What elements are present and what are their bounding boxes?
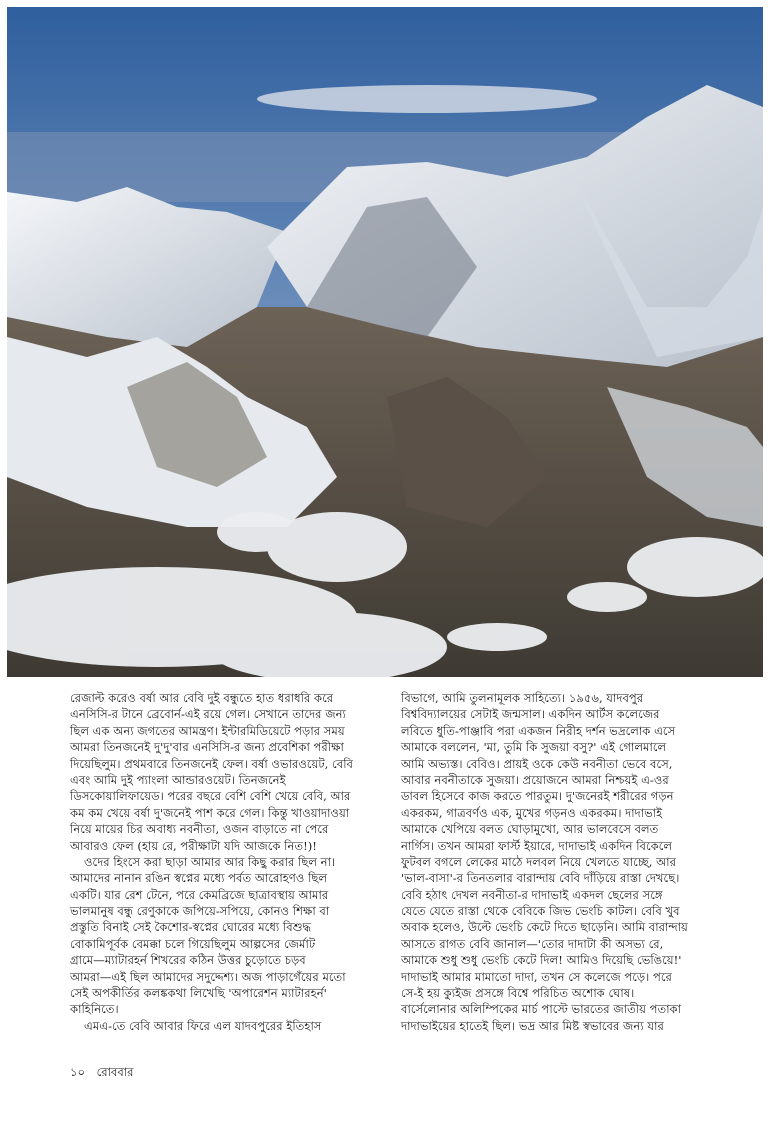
- text-line: যেতে যেতে রাস্তা থেকে বেবিকে জিভ ভেংচি কাটল। বেবি খুব: [401, 904, 680, 919]
- text-line: বিশ্ববিদ্যালয়ের সেটাই জন্মসাল। একদিন আর্টস কলেজের: [401, 707, 660, 722]
- text-line: সেই অপকীর্তির কলঙ্ককথা লিখেছি 'অপারেশন ম্যাটারহর্ন': [70, 986, 327, 1001]
- text-line: আমাকে খেপিয়ে বলত ঘোড়ামুখো, আর ভালবেসে বলত: [401, 822, 659, 837]
- text-line: একরকম, গাত্রবর্ণও এক, মুখের গড়নও একরকম। দাদাভাই: [401, 805, 663, 820]
- text-line: ভালমানুষ বন্ধু রেণুকাকে জপিয়ে-সপিয়ে, কোনও শিক্ষা বা: [70, 904, 330, 919]
- text-line: আমি অভ্যস্ত। বেবিও। প্রায়ই ওকে কেউ নবনীতা ভেবে বসে,: [401, 756, 673, 771]
- text-line: দাদাভাই আমার মামাতো দাদা, তখন সে কলেজে পড়ে। পরে: [401, 969, 672, 984]
- text-line: আমরা তিনজনেই দু'দু'বার এনসিসি-র জন্য প্রবেশিকা পরীক্ষা: [70, 740, 344, 755]
- text-line: ছিল এক অন্য জগতের আমন্ত্রণ। ইন্টারমিডিয়েটে পড়ার সময়: [70, 723, 345, 738]
- page-number: ১০: [70, 1065, 85, 1079]
- text-line: বোকামিপূর্বক বেমক্কা চলে গিয়েছিলুম আল্পসের জের্মাট: [70, 936, 316, 951]
- text-line: কম কম খেয়ে বর্ষা দু'জনেই পাশ করে গেল। কিন্তু খাওয়াদাওয়া: [70, 805, 350, 820]
- mountain-illustration: [7, 7, 763, 677]
- text-line: নার্গিস। তখন আমরা ফার্স্ট ইয়ারে, দাদাভাই একদিন বিকেলে: [401, 838, 673, 853]
- article-column-left: [70, 690, 388, 1034]
- text-line: আবারও ফেল (হায় রে, পরীক্ষাটা যদি আজকে নিত!)!: [70, 838, 317, 853]
- text-line: এমএ-তে বেবি আবার ফিরে এল যাদবপুরের ইতিহাস: [84, 1018, 322, 1033]
- text-line: নিয়ে মায়ের চির অবাধ্য নবনীতা, ওজন বাড়াতে না পেরে: [70, 822, 329, 837]
- text-line: গ্রামে—ম্যাটারহর্ন শিখরের কঠিন উত্তর চুড়োতে চড়ব: [70, 953, 306, 968]
- text-line: বেবি হঠাৎ দেখল নবনীতা-র দাদাভাই একদল ছেলের সঙ্গে: [401, 887, 663, 902]
- text-line: 'ভাল-বাসা'-র তিনতলার বারান্দায় বেবি দাঁড়িয়ে রাস্তা দেখছে।: [401, 871, 680, 886]
- text-line: ওদের হিংসে করা ছাড়া আমার আর কিছু করার ছিল না।: [84, 854, 336, 869]
- text-line: ডিসকোয়ালিফায়েড। পরের বছরে বেশি বেশি খেয়ে বেবি, আর: [70, 789, 351, 804]
- magazine-name: রোববার: [96, 1065, 134, 1079]
- text-line: ডাবল হিসেবে কাজ করতে পারতুম। দু'জনেরই শরীরের গড়ন: [401, 789, 674, 804]
- article-column-right: [401, 690, 719, 1034]
- text-line: আসতে রাগত বেবি জানাল—'তোর দাদাটা কী অসভ্য রে,: [401, 936, 664, 951]
- text-line: বিভাগে, আমি তুলনামূলক সাহিত্যে। ১৯৫৬, যাদবপুর: [401, 691, 644, 705]
- text-line: প্রস্তুতি বিনাই সেই কৈশোর-স্বপ্নের ঘোরের মধ্যে বিশুদ্ধ: [70, 920, 312, 935]
- text-line: আমাদের নানান রঙিন স্বপ্নের মধ্যে পর্বত আরোহণও ছিল: [70, 871, 328, 886]
- text-line: একটি। যার রেশ টেনে, পরে কেমব্রিজে ছাত্রাবস্থায় আমার: [70, 887, 329, 902]
- text-line: লবিতে ধুতি-পাঞ্জাবি পরা একজন নিরীহ দর্শন ভদ্রলোক এসে: [401, 723, 676, 738]
- page-footer: [70, 1064, 141, 1083]
- text-line: আমাকে বললেন, 'মা, তুমি কি সুজয়া বসু?' এই গোলমালে: [401, 740, 667, 755]
- text-line: সে-ই হয় ক্যুইজ প্রসঙ্গে বিশ্বে পরিচিত অশোক ঘোষ।: [401, 986, 635, 1001]
- text-line: আবার নবনীতাকে সুজয়া। প্রয়োজনে আমরা নিশ্চয়ই এ-ওর: [401, 772, 669, 787]
- text-line: বার্সেলোনার অলিম্পিকের মার্চ পাস্টে ভারতের জাতীয় পতাকা: [401, 1002, 682, 1017]
- text-line: আমাকে শুধু শুধু ভেংচি কেটে দিল! আমিও দিয়েছি ভেঙিয়ে!': [401, 953, 682, 968]
- text-line: রেজাল্ট করেও বর্ষা আর বেবি দুই বন্ধুতে হাত ধরাধরি করে: [70, 691, 334, 705]
- text-line: আমরা—এই ছিল আমাদের সদুদ্দেশ্য। অজ পাড়াগেঁয়ের মতো: [70, 969, 346, 984]
- text-line: দাদাভাইয়ের হাতেই ছিল। ভদ্র আর মিষ্ট স্বভাবের জন্য যার: [401, 1018, 664, 1033]
- text-line: এবং আমি দুই প্যাংলা আন্ডারওয়েট। তিনজনেই: [70, 772, 286, 787]
- text-line: কাহিনিতে।: [70, 1002, 119, 1017]
- text-line: অবাক হলেও, উল্টে ভেংচি কেটে দিতে ছাড়েনি। আমি বারান্দায়: [401, 920, 688, 935]
- text-line: এনসিসি-র টানে ব্রেবোর্ন-এই রয়ে গেল। সেখানে তাদের জন্য: [70, 707, 346, 722]
- text-line: দিয়েছিলুম। প্রথমবারে তিনজনেই ফেল। বর্ষা ওভারওয়েট, বেবি: [70, 756, 353, 771]
- text-line: ফুটবল বগলে লেকের মাঠে দলবল নিয়ে খেলতে যাচ্ছে, আর: [401, 854, 676, 869]
- himalaya-photo: [7, 7, 763, 677]
